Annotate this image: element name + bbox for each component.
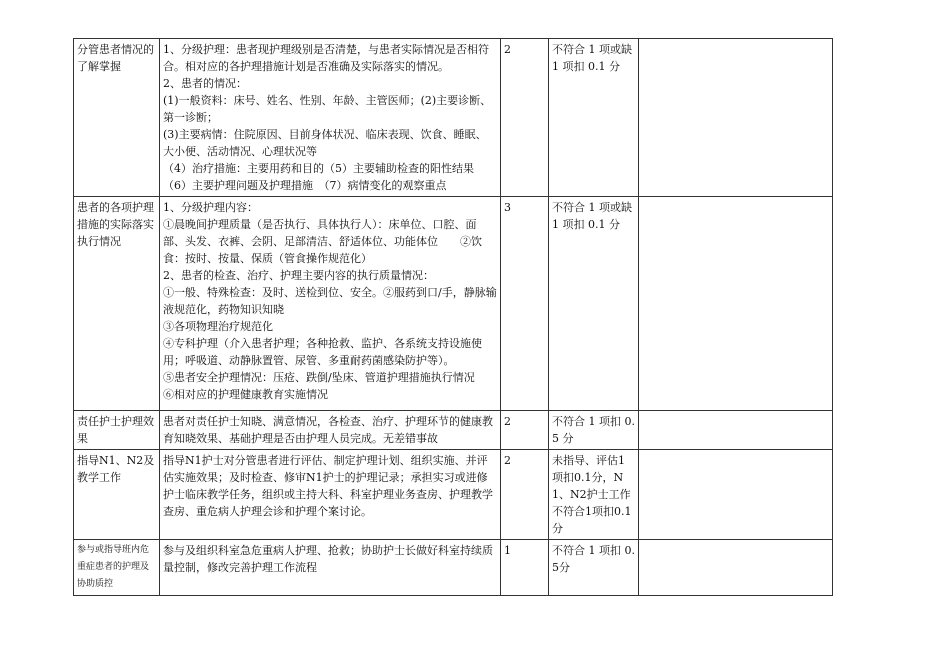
item-score: 3 (501, 197, 549, 411)
table-row (74, 197, 833, 411)
table-row (74, 39, 833, 197)
item-score: 2 (501, 450, 549, 540)
item-content: 参与及组织科室急危重病人护理、抢救；协助护士长做好科室持续质量控制，修改完善护理工作流程 (160, 540, 501, 596)
item-name: 责任护士护理效果 (74, 411, 160, 450)
item-name: 分管患者情况的了解掌握 (74, 39, 160, 197)
item-content: 1、分级护理：患者现护理级别是否清楚，与患者实际情况是否相符合。相对应的各护理措施计划是否准确及实际落实的情况。 2、患者的情况： (1)一般资料：床号、姓名、性别、年龄、主管医师；(2)主要诊断、第一诊断； (3)主要病情：住院原因、目前身体状况、临床表现、饮食、睡眠、大小便、活动情况、心理状况等 （4）治疗措施：主要用药和目的（5）主要辅助检查的阳性结果 （6）主要护理问题及护理措施 （7）病情变化的观察重点 (160, 39, 501, 197)
item-content: 1、分级护理内容： ①晨晚间护理质量（是否执行、具体执行人）：床单位、口腔、面部、头发、衣裤、会阴、足部清洁、舒适体位、功能体位 ②饮食：按时、按量、保质（管食操作规范化） 2、患者的检查、治疗、护理主要内容的执行质量情况： ①一般、特殊检查：及时、送检到位、安全。②服药到口/手，静脉输液规范化，药物知识知晓 ③各项物理治疗规范化 ④专科护理（介入患者护理；各种抢救、监护、各系统支持设施使用；呼吸道、动静脉置管、尿管、多重耐药菌感染防护等）。 ⑤患者安全护理情况：压疮、跌倒/坠床、管道护理措施执行情况 ⑥相对应的护理健康教育实施情况 (160, 197, 501, 411)
deduction-rule: 不符合 1 项或缺 1 项扣 0.1 分 (549, 39, 639, 197)
table-row (74, 411, 833, 450)
table-row (74, 540, 833, 596)
note-cell (639, 39, 833, 197)
item-score: 2 (501, 39, 549, 197)
item-name: 参与或指导班内危重症患者的护理及协助质控 (74, 540, 160, 596)
note-cell (639, 540, 833, 596)
note-cell (639, 197, 833, 411)
note-cell (639, 450, 833, 540)
item-name: 患者的各项护理措施的实际落实执行情况 (74, 197, 160, 411)
item-content: 指导N1护士对分管患者进行评估、制定护理计划、组织实施、并评估实施效果；及时检查、修审N1护士的护理记录；承担实习或进修护士临床教学任务，组织或主持大科、科室护理业务查房、护理教学查房、重危病人护理会诊和护理个案讨论。 (160, 450, 501, 540)
deduction-rule: 不符合 1 项扣 0.5分 (549, 540, 639, 596)
item-score: 1 (501, 540, 549, 596)
deduction-rule: 不符合 1 项或缺 1 项扣 0.1 分 (549, 197, 639, 411)
item-content: 患者对责任护士知晓、满意情况，各检查、治疗、护理环节的健康教育知晓效果、基础护理是否由护理人员完成。无差错事故 (160, 411, 501, 450)
deduction-rule: 不符合 1 项扣 0.5 分 (549, 411, 639, 450)
note-cell (639, 411, 833, 450)
item-name: 指导N1、N2及教学工作 (74, 450, 160, 540)
deduction-rule: 未指导、评估1项扣0.1分，N1、N2护士工作不符合1项扣0.1分 (549, 450, 639, 540)
item-score: 2 (501, 411, 549, 450)
table-row (74, 450, 833, 540)
assessment-table (73, 38, 833, 596)
